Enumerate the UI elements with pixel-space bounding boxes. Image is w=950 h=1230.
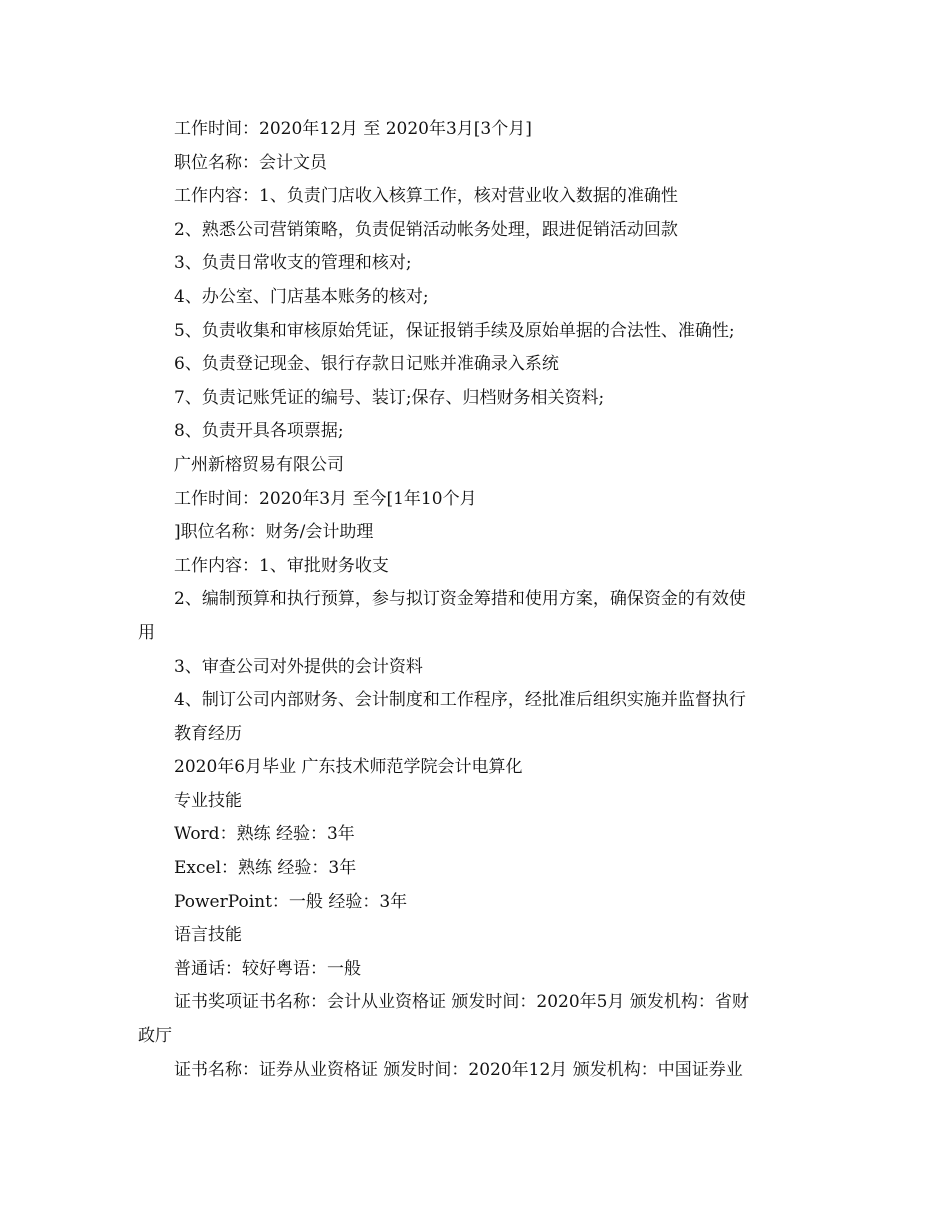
- duty-item-2-1: 工作内容：1、审批财务收支: [174, 555, 389, 576]
- language-entry: 普通话：较好粤语：一般: [174, 958, 361, 979]
- duty-item-8: 8、负责开具各项票据;: [174, 421, 344, 442]
- resume-body: [138, 113, 818, 1087]
- skill-word: Word：熟练 经验：3年: [174, 824, 355, 845]
- duty-item-5: 5、负责收集和审核原始凭证，保证报销手续及原始单据的合法性、准确性;: [174, 320, 735, 341]
- certificate-entry-1-line-2: 政厅: [138, 1026, 172, 1047]
- skill-excel: Excel：熟练 经验：3年: [174, 858, 357, 879]
- skill-powerpoint: PowerPoint：一般 经验：3年: [174, 891, 408, 912]
- duty-item-6: 6、负责登记现金、银行存款日记账并准确录入系统: [174, 354, 559, 375]
- education-entry: 2020年6月毕业 广东技术师范学院会计电算化: [174, 757, 523, 778]
- section-heading-education: 教育经历: [174, 723, 242, 744]
- certificate-entry-1-line-1: 证书奖项证书名称：会计从业资格证 颁发时间：2020年5月 颁发机构：省财: [174, 992, 749, 1013]
- work-period-1: 工作时间：2020年12月 至 2020年3月[3个月]: [174, 119, 532, 139]
- duty-item-2-2-line-1: 2、编制预算和执行预算，参与拟订资金筹措和使用方案，确保资金的有效使: [174, 589, 746, 610]
- certificate-entry-2: 证书名称：证券从业资格证 颁发时间：2020年12月 颁发机构：中国证券业: [174, 1059, 743, 1080]
- duty-item-2-3: 3、审查公司对外提供的会计资料: [174, 656, 423, 677]
- duty-item-2-4: 4、制订公司内部财务、会计制度和工作程序，经批准后组织实施并监督执行: [174, 690, 746, 711]
- duty-item-1: 工作内容：1、负责门店收入核算工作，核对营业收入数据的准确性: [174, 186, 678, 207]
- duty-item-4: 4、办公室、门店基本账务的核对;: [174, 286, 429, 307]
- duty-item-2-2: [138, 583, 818, 650]
- duty-item-3: 3、负责日常收支的管理和核对;: [174, 253, 412, 274]
- certificate-entry-1: [138, 986, 818, 1053]
- position-title-2: ]职位名称：财务/会计助理: [174, 522, 374, 543]
- duty-item-2: 2、熟悉公司营销策略，负责促销活动帐务处理，跟进促销活动回款: [174, 219, 678, 240]
- duty-item-7: 7、负责记账凭证的编号、装订;保存、归档财务相关资料;: [174, 387, 605, 408]
- position-title-1: 职位名称：会计文员: [174, 152, 327, 173]
- section-heading-languages: 语言技能: [174, 925, 242, 946]
- duty-item-2-2-line-2: 用: [138, 622, 155, 643]
- company-name: 广州新榕贸易有限公司: [174, 454, 344, 475]
- work-period-2: 工作时间：2020年3月 至今[1年10个月: [174, 488, 477, 509]
- section-heading-skills: 专业技能: [174, 790, 242, 811]
